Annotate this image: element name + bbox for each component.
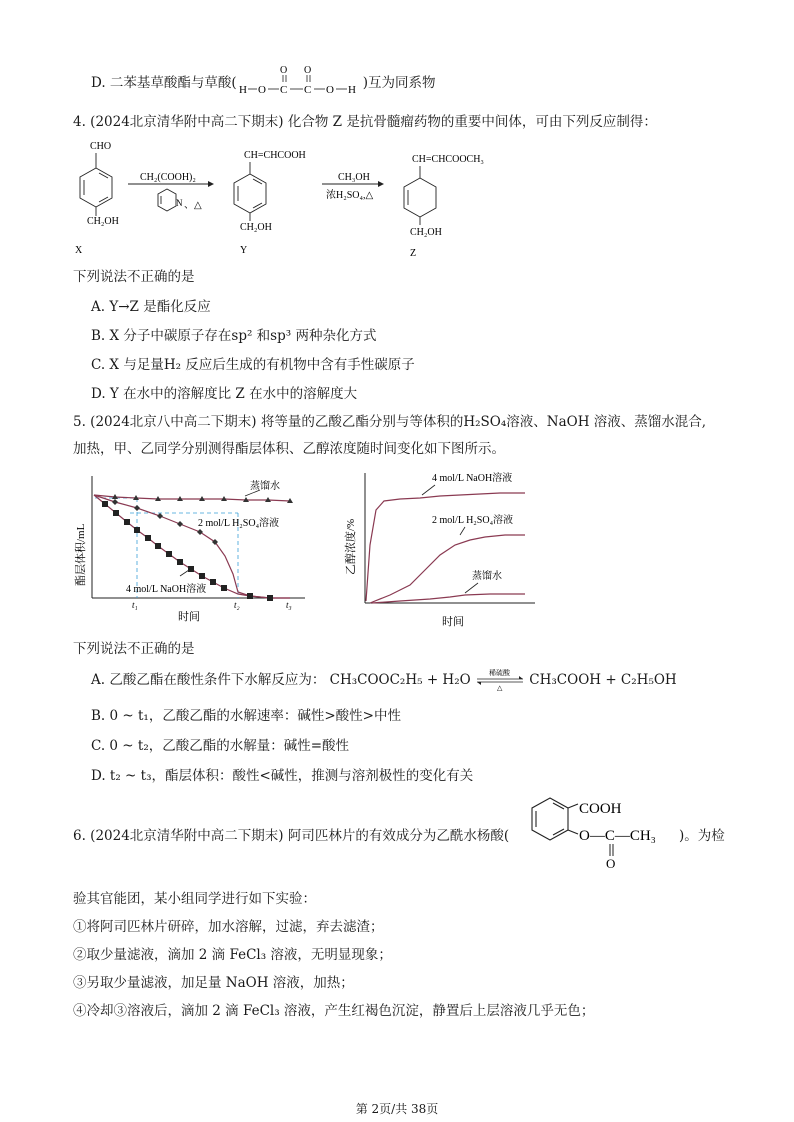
x-ch2oh: CH₂OH bbox=[87, 216, 119, 227]
oxalic-acid-svg bbox=[237, 63, 363, 103]
aspirin-cooh: COOH bbox=[579, 801, 622, 817]
q4-question: 下列说法不正确的是 bbox=[73, 269, 195, 285]
y-ch2oh: CH₂OH bbox=[240, 222, 272, 233]
q6-stem-suffix: )。为检 bbox=[679, 828, 725, 844]
tick-t1: t₁ bbox=[132, 600, 138, 610]
right-label-h2so4: 2 mol/L H₂SO₄溶液 bbox=[432, 515, 514, 526]
oxalic-h2: H bbox=[347, 83, 356, 96]
arrow-condition-bottom: △ bbox=[496, 683, 503, 691]
y-label: Y bbox=[240, 245, 248, 256]
svg-text:N: N bbox=[176, 198, 183, 208]
q4-option-d: D. Y 在水中的溶解度比 Z 在水中的溶解度大 bbox=[91, 386, 358, 402]
x-cho: CHO bbox=[90, 141, 112, 152]
z-ring bbox=[404, 178, 436, 217]
q3-option-d bbox=[91, 64, 436, 96]
tick-t3: t₃ bbox=[286, 600, 292, 610]
left-ylabel: 酯层体积/mL bbox=[75, 523, 87, 586]
ester-volume-chart bbox=[70, 468, 320, 628]
q5-option-c: C. 0 ~ t₂，乙酸乙酯的水解量：碱性=酸性 bbox=[91, 738, 350, 754]
left-xlabel: 时间 bbox=[178, 611, 200, 623]
q5-option-b: B. 0 ~ t₁，乙酸乙酯的水解速率：碱性>酸性>中性 bbox=[91, 708, 401, 724]
page-footer: 第 2页/共 38页 bbox=[355, 1102, 439, 1116]
left-label-naoh: 4 mol/L NaOH溶液 bbox=[126, 584, 207, 595]
reversible-arrow bbox=[475, 668, 525, 691]
q5-option-a-lhs: A. 乙酸乙酯在酸性条件下水解反应为： CH₃COOC₂H₅ + H₂O bbox=[91, 672, 471, 688]
q4-option-b: B. X 分子中碳原子存在sp² 和sp³ 两种杂化方式 bbox=[91, 328, 377, 344]
oxalic-h1: H bbox=[238, 83, 247, 96]
y-benzene-ring bbox=[234, 174, 266, 213]
oxalic-o-top2: O bbox=[303, 64, 311, 76]
oxalic-o2: O bbox=[325, 83, 334, 96]
q3-option-d-prefix: D. 二苯基草酸酯与草酸( bbox=[91, 75, 237, 91]
arrow2-reagent: CH₃OH bbox=[338, 172, 370, 183]
y-top: CH=CHCOOH bbox=[244, 150, 306, 161]
z-label: Z bbox=[410, 248, 417, 259]
oxalic-c1: C bbox=[279, 83, 288, 96]
q5-stem-line1: 5. (2024北京八中高二下期末) 将等量的乙酸乙酯分别与等体积的H₂SO₄溶液、NaOH 溶液、蒸馏水混合, bbox=[73, 414, 707, 430]
right-label-water: 蒸馏水 bbox=[472, 571, 502, 582]
z-ch2oh: CH₂OH bbox=[410, 227, 442, 238]
q6-step-1: ①将阿司匹林片研碎，加水溶解，过滤，弃去滤渣； bbox=[73, 919, 384, 935]
x-label: X bbox=[75, 245, 83, 256]
q5-option-a bbox=[91, 668, 677, 691]
oxalic-o-top1: O bbox=[279, 64, 287, 76]
q5-option-d: D. t₂ ~ t₃，酯层体积：酸性<碱性，推测与溶剂极性的变化有关 bbox=[91, 768, 474, 784]
q6-line2: 验其官能团，某小组同学进行如下实验： bbox=[73, 891, 316, 907]
q6-step-2: ②取少量滤液，滴加 2 滴 FeCl₃ 溶液，无明显现象； bbox=[73, 947, 392, 963]
x-benzene-ring bbox=[80, 168, 112, 207]
q6-step-4: ④冷却③溶液后，滴加 2 滴 FeCl₃ 溶液，产生红褐色沉淀，静置后上层溶液几乎无色； bbox=[73, 1003, 595, 1019]
q4-option-a: A. Y→Z 是酯化反应 bbox=[91, 299, 211, 315]
arrow2-condition: 浓H₂SO₄,△ bbox=[326, 190, 374, 201]
arrow1-condition: 、△ bbox=[184, 200, 202, 211]
q4-option-c: C. X 与足量H₂ 反应后生成的有机物中含有手性碳原子 bbox=[91, 357, 415, 373]
aspirin-carbonyl-o: O bbox=[606, 856, 616, 871]
left-label-water: 蒸馏水 bbox=[250, 481, 280, 492]
right-ylabel: 乙醇浓度/% bbox=[345, 518, 357, 575]
arrow1-reagent: CH₂(COOH)₂ bbox=[140, 172, 196, 183]
aspirin-benzene-ring bbox=[532, 798, 568, 840]
right-xlabel: 时间 bbox=[442, 616, 464, 628]
q5-question: 下列说法不正确的是 bbox=[73, 641, 195, 657]
tick-t2: t₂ bbox=[234, 600, 240, 610]
right-label-naoh: 4 mol/L NaOH溶液 bbox=[432, 473, 513, 484]
q6-stem-prefix: 6. (2024北京清华附中高二下期末) 阿司匹林片的有效成分为乙酰水杨酸( bbox=[73, 828, 510, 844]
oxalic-c2: C bbox=[303, 83, 312, 96]
q5-option-a-rhs: CH₃COOH + C₂H₅OH bbox=[529, 672, 677, 688]
ethanol-concentration-chart bbox=[340, 465, 540, 630]
q4-stem: 4. (2024北京清华附中高二下期末) 化合物 Z 是抗骨髓瘤药物的重要中间体，可由下列反应制得： bbox=[73, 114, 657, 130]
oxalic-o1: O bbox=[257, 83, 266, 96]
q3-option-d-suffix: )互为同系物 bbox=[362, 75, 436, 91]
left-label-h2so4: 2 mol/L H₂SO₄溶液 bbox=[198, 518, 280, 529]
aspirin-ester: O—C—CH₃ bbox=[579, 828, 656, 844]
q5-stem-line2: 加热，甲、乙同学分别测得酯层体积、乙醇浓度随时间变化如下图所示。 bbox=[73, 441, 505, 457]
q4-reaction-scheme bbox=[60, 136, 520, 264]
q6-step-3: ③另取少量滤液，加足量 NaOH 溶液，加热； bbox=[73, 975, 354, 991]
z-top: CH=CHCOOCH₃ bbox=[412, 154, 484, 165]
oxalic-acid-structure bbox=[237, 64, 363, 96]
aspirin-structure bbox=[518, 794, 698, 874]
arrow-condition-top: 稀硫酸 bbox=[488, 668, 510, 677]
